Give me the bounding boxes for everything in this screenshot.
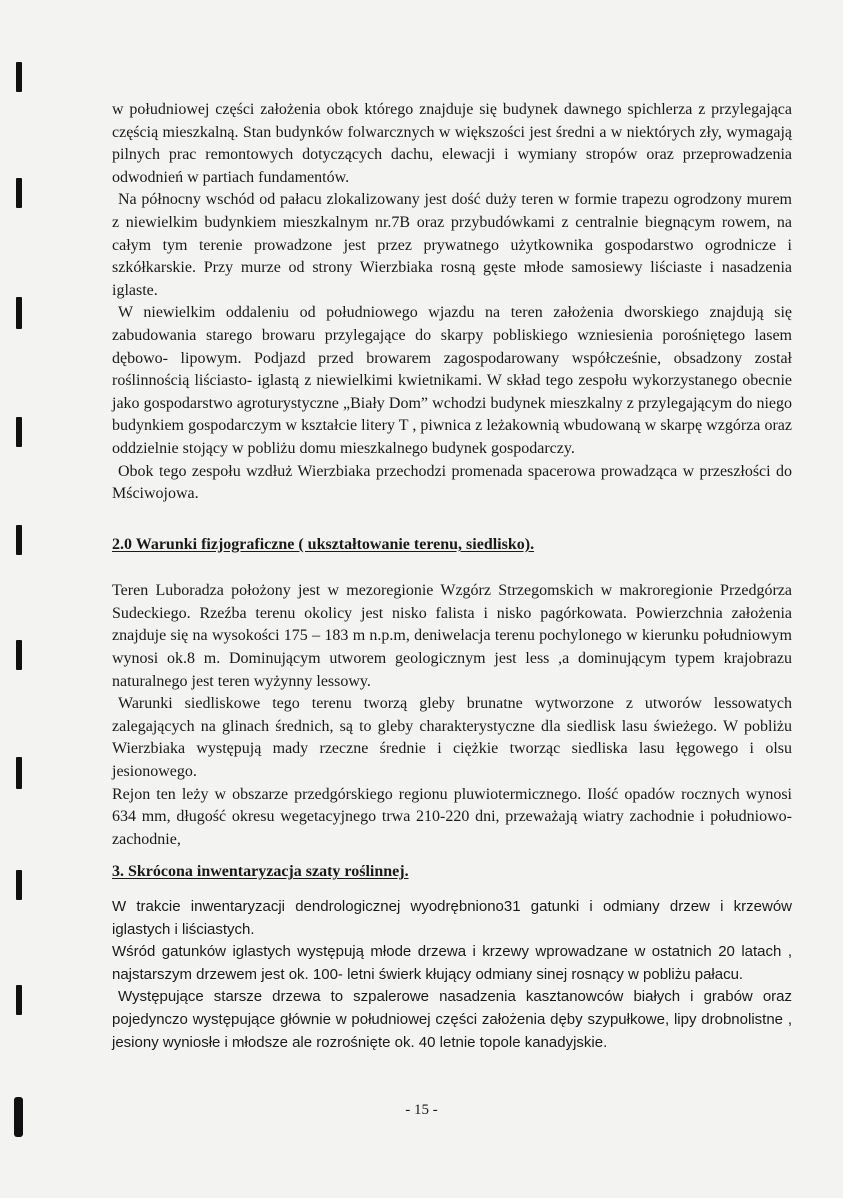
- paragraph: Wśród gatunków iglastych występują młode drzewa i krzewy wprowadzane w ostatnich 20 latach , najstarszym drzewem jest ok. 100- letni świerk kłujący odmiany sinej rosnący w pobliżu pałacu.: [112, 943, 792, 983]
- binder-mark: [16, 870, 22, 900]
- paragraph: Obok tego zespołu wzdłuż Wierzbiaka przechodzi promenada spacerowa prowadząca w przeszłości do Mściwojowa.: [112, 462, 792, 503]
- paragraph: Na północny wschód od pałacu zlokalizowany jest dość duży teren w formie trapezu ogrodzony murem z niewielkim budynkiem mieszkalnym nr.7B oraz przybudówkami z centralnie biegnącym rowem, na całym tym terenie prowadzone jest przez prywatnego użytkownika gospodarstwo ogrodnicze i szkółkarskie. Przy murze od strony Wierzbiaka rosną gęste młode samosiewy liściaste i nasadzenia iglaste.: [112, 191, 792, 299]
- document-body: [112, 99, 792, 1054]
- binder-mark: [16, 640, 22, 670]
- paragraph: W niewielkim oddaleniu od południowego wjazdu na teren założenia dworskiego znajdują się zabudowania starego browaru przylegające do skarpy pobliskiego wzniesienia porośniętego lasem dębowo- lipowym. Podjazd przed browarem zagospodarowany współcześnie, obsadzony został roślinnością liściasto- iglastą z niewielkimi kwietnikami. W skład tego zespołu wykorzystanego obecnie jako gospodarstwo agroturystyczne „Biały Dom” wchodzi budynek mieszkalny z przylegającym do niego budynkiem gospodarczym w kształcie litery T , piwnica z leżakownią wbudowaną w skarpę wzgórza oraz oddzielnie stojący w pobliżu domu mieszkalnego budynek gospodarczy.: [112, 304, 792, 457]
- section-heading: 3. Skrócona inwentaryzacja szaty roślinnej.: [112, 863, 409, 881]
- paragraph: w południowej części założenia obok którego znajduje się budynek dawnego spichlerza z przylegająca częścią mieszkalną. Stan budynków folwarcznych w większości jest średni a w niektórych zły, wymagają pilnych prac remontowych dotyczących dachu, elewacji i wymiany stropów oraz przeprowadzenia odwodnień w partiach fundamentów.: [112, 101, 792, 186]
- paragraph: Teren Luboradza położony jest w mezoregionie Wzgórz Strzegomskich w makroregionie Przedgórza Sudeckiego. Rzeźba terenu okolicy jest nisko falista i nisko pagórkowata. Powierzchnia założenia znajduje się na wysokości 175 – 183 m n.p.m, deniwelacja terenu pochylonego w kierunku południowym wynosi ok.8 m. Dominującym utworem geologicznym jest less ,a dominującym typem krajobrazu naturalnego jest teren wyżynny lessowy.: [112, 582, 792, 690]
- binder-mark: [16, 297, 22, 329]
- page-number: - 15 -: [405, 1102, 438, 1118]
- binder-mark: [16, 757, 22, 789]
- binder-mark: [16, 178, 22, 208]
- binder-mark: [16, 417, 22, 447]
- binder-mark: [16, 525, 22, 555]
- paragraph: Występujące starsze drzewa to szpalerowe nasadzenia kasztanowców białych i grabów oraz pojedynczo występujące głównie w południowej części założenia dęby szypułkowe, lipy drobnolistne , jesiony wyniosłe i młodsze ale rozrośnięte ok. 40 letnie topole kanadyjskie.: [112, 988, 792, 1051]
- paragraph: W trakcie inwentaryzacji dendrologicznej wyodrębniono31 gatunki i odmiany drzew i krzewów iglastych i liściastych.: [112, 898, 792, 938]
- binder-mark: [16, 985, 22, 1015]
- binder-mark: [16, 62, 22, 92]
- paragraph: Rejon ten leży w obszarze przedgórskiego regionu pluwiotermicznego. Ilość opadów rocznych wynosi 634 mm, długość okresu wegetacyjnego trwa 210-220 dni, przeważają wiatry zachodnie i południowo-zachodnie,: [112, 785, 792, 848]
- paragraph: Warunki siedliskowe tego terenu tworzą gleby brunatne wytworzone z utworów lessowatych zalegających na glinach średnich, są to gleby charakterystyczne dla siedlisk lasu świeżego. W pobliżu Wierzbiaka występują mady rzeczne średnie i ciężkie tworząc siedliska lasu łęgowego i olsu jesionowego.: [112, 695, 792, 781]
- section-heading: 2.0 Warunki fizjograficzne ( ukształtowanie terenu, siedlisko).: [112, 535, 535, 553]
